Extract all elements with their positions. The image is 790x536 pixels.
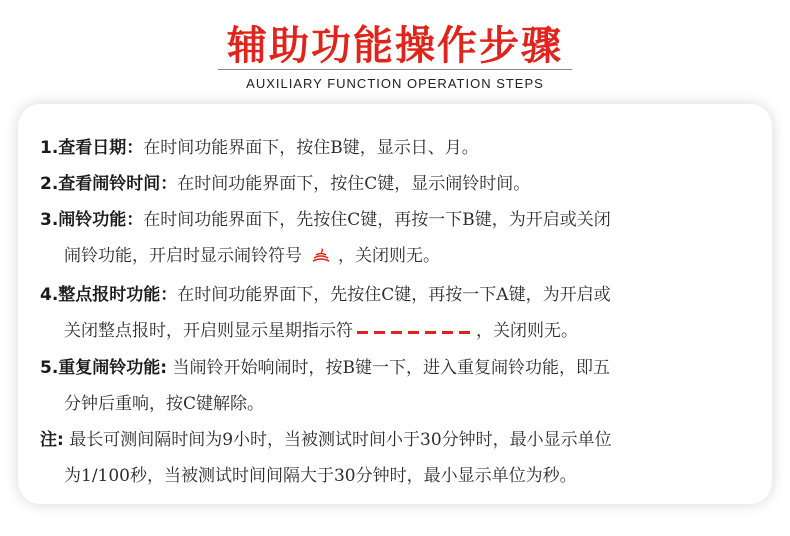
- step-4-continuation: [40, 313, 760, 350]
- step-2-text: 在时间功能界面下，按住C键，显示闹铃时间。: [177, 174, 531, 194]
- step-4-cont-after: ，关闭则无。: [476, 321, 578, 341]
- alarm-symbol-icon: [312, 241, 330, 277]
- step-5-lead: 5.重复闹铃功能:: [40, 357, 168, 378]
- step-3-lead: 3.闹铃功能：: [40, 210, 144, 230]
- step-3-text: 在时间功能界面下，先按住C键，再按一下B键，为开启或关闭: [143, 210, 611, 230]
- page-title: 辅助功能操作步骤: [227, 23, 563, 69]
- step-3-continuation: [40, 238, 760, 277]
- step-4: [40, 277, 760, 350]
- note-text: 最长可测间隔时间为9小时，当被测试时间小于30分钟时，最小显示单位: [63, 429, 612, 450]
- note-lead: 注:: [40, 429, 64, 450]
- step-1-text: 在时间功能界面下，按住B键，显示日、月。: [143, 138, 479, 158]
- step-2: [40, 166, 760, 202]
- step-5: [40, 350, 760, 422]
- step-2-lead: 2.查看闹铃时间：: [40, 174, 178, 194]
- step-3-cont-before: 闹铃功能，开启时显示闹铃符号: [64, 246, 302, 266]
- step-3-cont-after: ，关闭则无。: [338, 246, 440, 266]
- step-1: [40, 130, 760, 166]
- step-5-continuation: 分钟后重响，按C键解除。: [64, 393, 265, 414]
- note: [40, 422, 760, 494]
- note-continuation: 为1/100秒，当被测试时间间隔大于30分钟时，最小显示单位为秒。: [64, 465, 577, 486]
- step-4-cont-before: 关闭整点报时，开启则显示星期指示符: [64, 321, 353, 341]
- step-3: [40, 202, 760, 277]
- step-4-lead: 4.整点报时功能：: [40, 285, 178, 305]
- header: [0, 0, 790, 100]
- title-divider: [218, 69, 572, 70]
- week-indicator-icon: [357, 314, 476, 350]
- step-4-text: 在时间功能界面下，先按住C键，再按一下A键，为开启或: [177, 285, 611, 305]
- step-1-lead: 1.查看日期：: [40, 138, 144, 158]
- steps-content: [40, 130, 760, 494]
- page-subtitle: AUXILIARY FUNCTION OPERATION STEPS: [246, 76, 544, 91]
- step-5-text: 当闹铃开始响闹时，按B键一下，进入重复闹铃功能，即五: [167, 357, 610, 378]
